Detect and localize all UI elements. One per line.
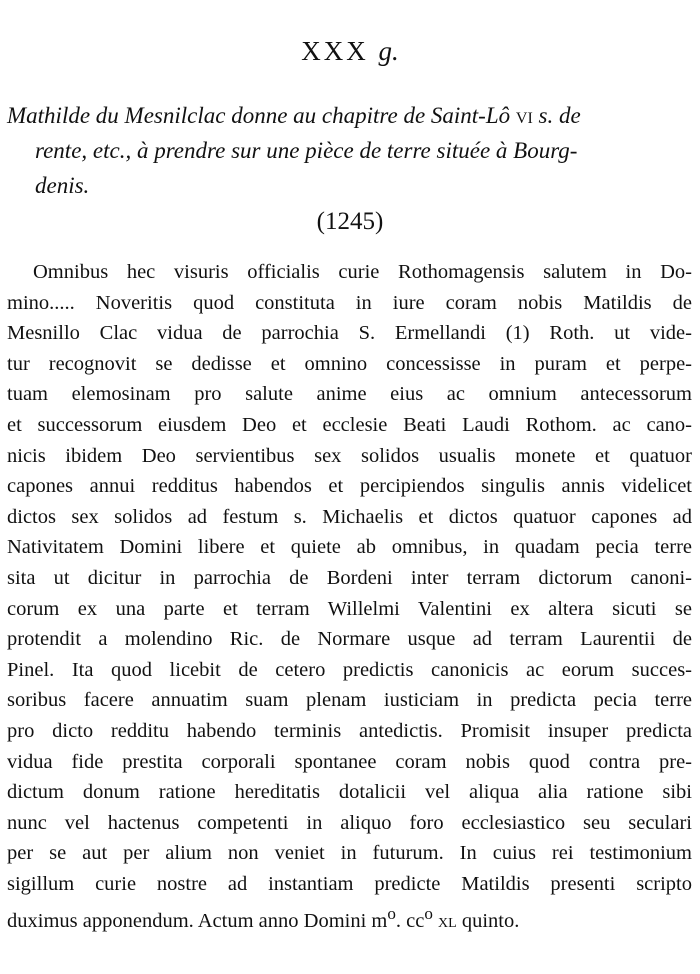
body-line: nunc vel hactenus competenti in aliquo foro ecclesiastico seu seculari: [7, 811, 692, 834]
body-line: sita ut dicitur in parrochia de Bordeni inter terram dictorum canoni-: [7, 566, 692, 589]
summary-line-2: rente, etc., à prendre sur une pièce de terre située à Bourg-: [35, 138, 578, 163]
body-last-line-mid: . cc: [395, 910, 425, 933]
document-body: [7, 257, 692, 937]
document-number: [0, 36, 700, 67]
body-line: tuam elemosinam pro salute anime eius ac omnium antecessorum: [7, 383, 692, 406]
body-line: Omnibus hec visuris officialis curie Rothomagensis salutem in Do-: [33, 261, 692, 283]
body-line: vidua fide prestita corporali spontanee coram nobis quod contra pre-: [7, 750, 692, 773]
body-line: mino..... Noveritis quod constituta in iure coram nobis Matildis de: [7, 291, 692, 314]
body-line: per se aut per alium non veniet in futurum. In cuius rei testimonium: [7, 842, 692, 865]
body-line: capones annui redditus habendos et percipiendos singulis annis videlicet: [7, 475, 692, 498]
body-line: corum ex una parte et terram Willelmi Valentini ex altera sicuti se: [7, 597, 692, 620]
summary-line-1-end: s. de: [538, 103, 581, 128]
body-last-line-end: quinto.: [461, 910, 520, 933]
summary-line-3: denis.: [35, 173, 90, 198]
body-last-line-text: duximus apponendum. Actum anno Domini m: [7, 910, 388, 933]
superscript-o: o: [424, 904, 433, 924]
body-last-line: [7, 899, 692, 936]
body-line: tur recognovit se dedisse et omnino concessisse in puram et perpe-: [7, 352, 692, 375]
superscript-o: o: [387, 904, 396, 924]
body-line: soribus facere annuatim suam plenam iusticiam in predicta pecia terre: [7, 689, 692, 712]
body-line: Mesnillo Clac vidua de parrochia S. Ermellandi (1) Roth. ut vide-: [7, 322, 692, 345]
body-line: pro dicto redditu habendo terminis antedictis. Promisit insuper predicta: [7, 719, 692, 742]
summary-line-1-text: Mathilde du Mesnilclac donne au chapitre de Saint-Lô: [7, 103, 511, 128]
body-line: dictos sex solidos ad festum s. Michaelis et dictos quatuor capones ad: [7, 505, 692, 528]
document-number-roman: XXX: [301, 36, 369, 66]
body-roman-xl: xl: [438, 910, 457, 933]
document-summary: [7, 98, 692, 203]
summary-line-1: [7, 98, 692, 133]
document-number-letter: g.: [378, 36, 399, 66]
body-line: sigillum curie nostre ad instantiam predicte Matildis presenti scripto: [7, 872, 692, 895]
body-line: Pinel. Ita quod licebit de cetero predictis canonicis ac eorum succes-: [7, 658, 692, 681]
body-line: dictum donum ratione hereditatis dotalicii vel aliqua alia ratione sibi: [7, 781, 692, 804]
summary-roman-numeral: vi: [515, 103, 533, 128]
body-line: protendit a molendino Ric. de Normare usque ad terram Laurentii de: [7, 628, 692, 651]
body-line: Nativitatem Domini libere et quiete ab omnibus, in quadam pecia terre: [7, 536, 692, 559]
body-line: nicis ibidem Deo servientibus sex solidos usualis monete et quatuor: [7, 444, 692, 467]
body-line: et successorum eiusdem Deo et ecclesie Beati Laudi Rothom. ac cano-: [7, 413, 692, 436]
document-date: (1245): [316, 208, 384, 235]
